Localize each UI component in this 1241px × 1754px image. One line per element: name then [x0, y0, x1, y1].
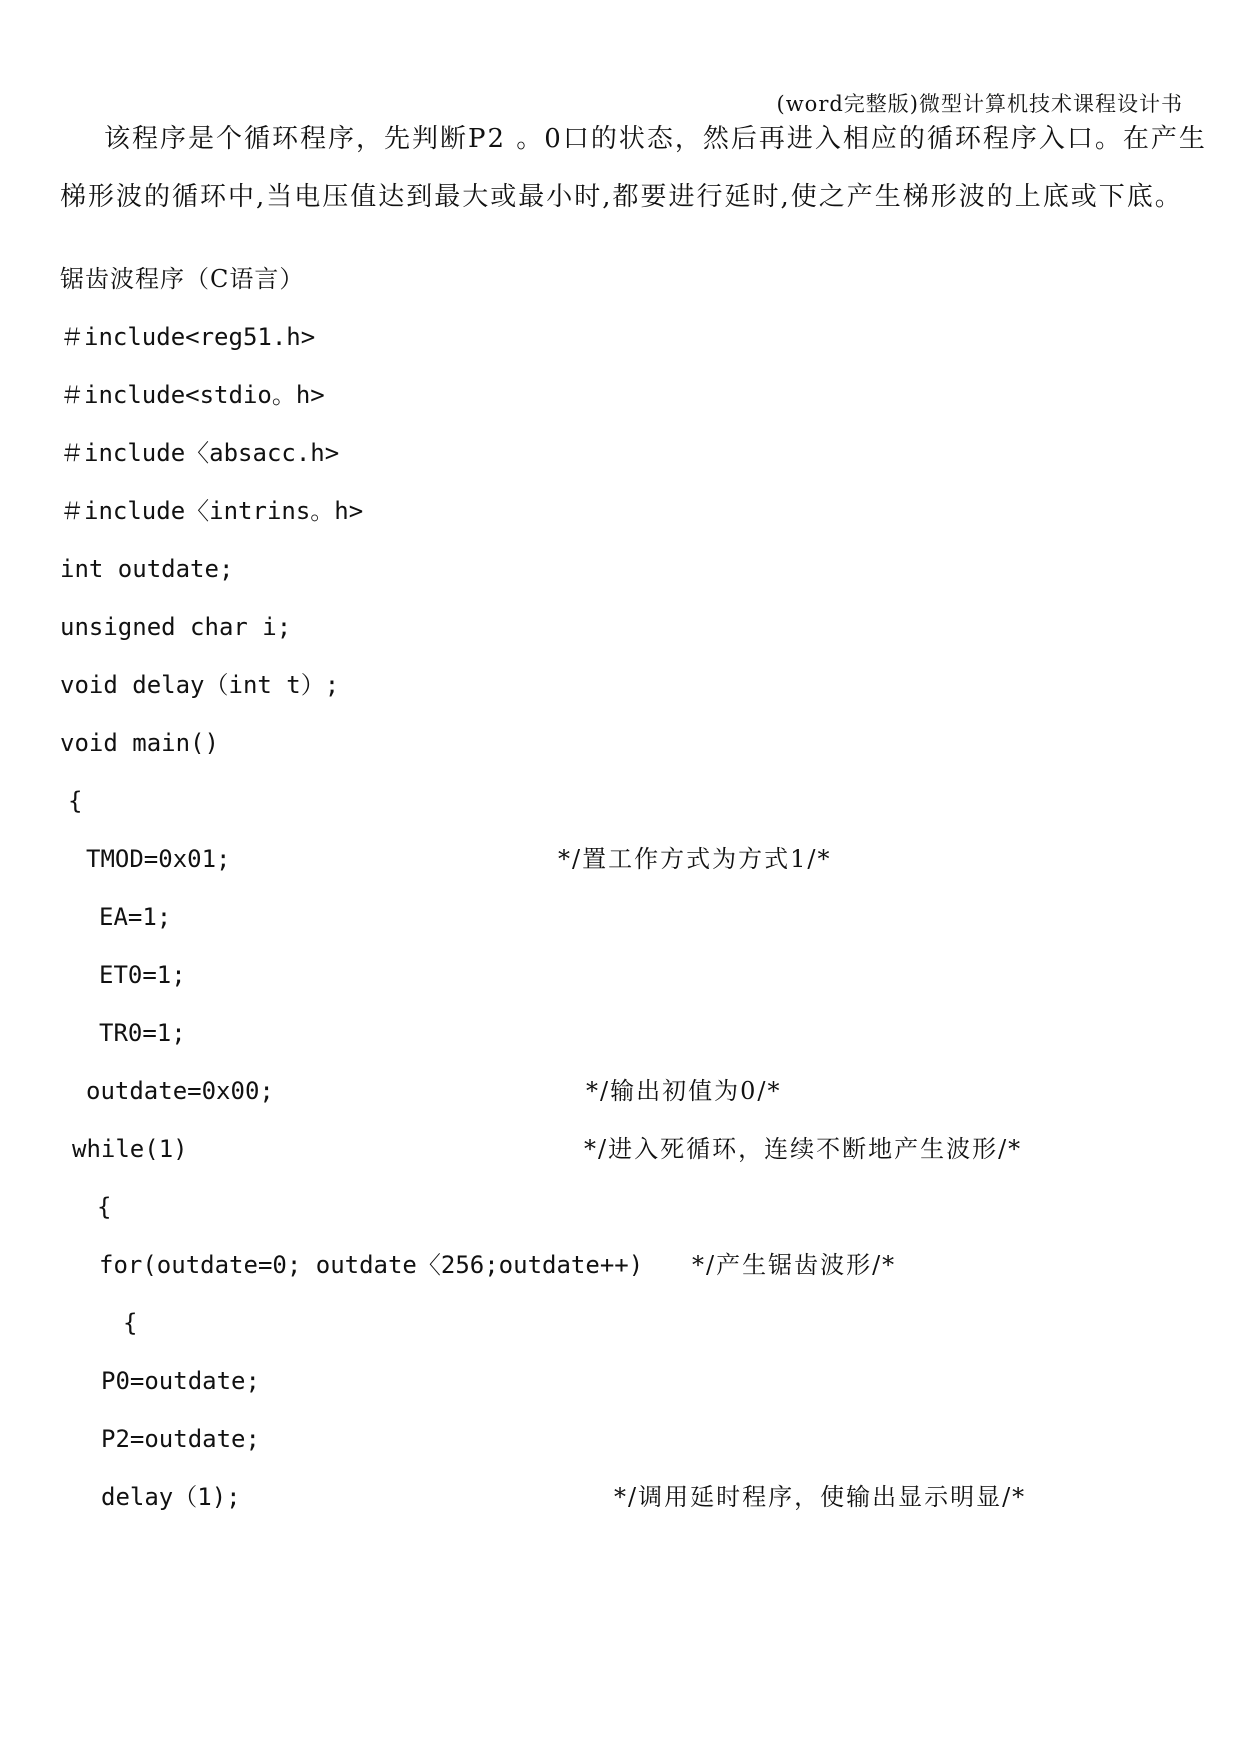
code-comment: */置工作方式为方式1/* — [558, 845, 832, 873]
code-line: outdate=0x00; — [86, 1077, 274, 1105]
code-line: { — [68, 787, 83, 815]
code-comment: */输出初值为0/* — [586, 1077, 782, 1105]
code-line: EA=1; — [99, 903, 172, 931]
code-line: ＃include<stdio。h> — [60, 381, 325, 409]
code-line: { — [97, 1193, 112, 1221]
code-line: P0=outdate; — [101, 1367, 260, 1395]
code-line: int outdate; — [60, 555, 234, 583]
code-line: P2=outdate; — [101, 1425, 260, 1453]
code-line: TR0=1; — [99, 1019, 186, 1047]
code-line: ET0=1; — [99, 961, 186, 989]
intro-paragraph-line-2: 梯形波的循环中,当电压值达到最大或最小时,都要进行延时,使之产生梯形波的上底或下底。 — [60, 182, 1183, 212]
intro-paragraph-line-1: 该程序是个循环程序，先判断P2 。0口的状态，然后再进入相应的循环程序入口。在产生 — [104, 124, 1207, 154]
code-line: void main() — [60, 729, 219, 757]
code-line: ＃include<reg51.h> — [60, 323, 316, 351]
code-comment: */进入死循环，连续不断地产生波形/* — [584, 1135, 1023, 1163]
code-line: ＃include〈absacc.h> — [60, 439, 340, 467]
code-line: unsigned char i; — [60, 613, 292, 641]
section-title: 锯齿波程序（C语言） — [60, 265, 305, 293]
code-line: { — [123, 1309, 138, 1337]
code-line: while(1) — [72, 1135, 188, 1163]
code-line: TMOD=0x01; — [86, 845, 231, 873]
code-line: delay（1); — [101, 1483, 241, 1511]
code-line: void delay（int t）; — [60, 671, 340, 699]
code-comment: */调用延时程序，使输出显示明显/* — [614, 1483, 1027, 1511]
code-comment: */产生锯齿波形/* — [692, 1251, 897, 1279]
code-line: for(outdate=0; outdate〈256;outdate++) — [99, 1251, 644, 1279]
document-header: (word完整版)微型计算机技术课程设计书 — [776, 92, 1183, 116]
code-line: ＃include〈intrins。h> — [60, 497, 364, 525]
